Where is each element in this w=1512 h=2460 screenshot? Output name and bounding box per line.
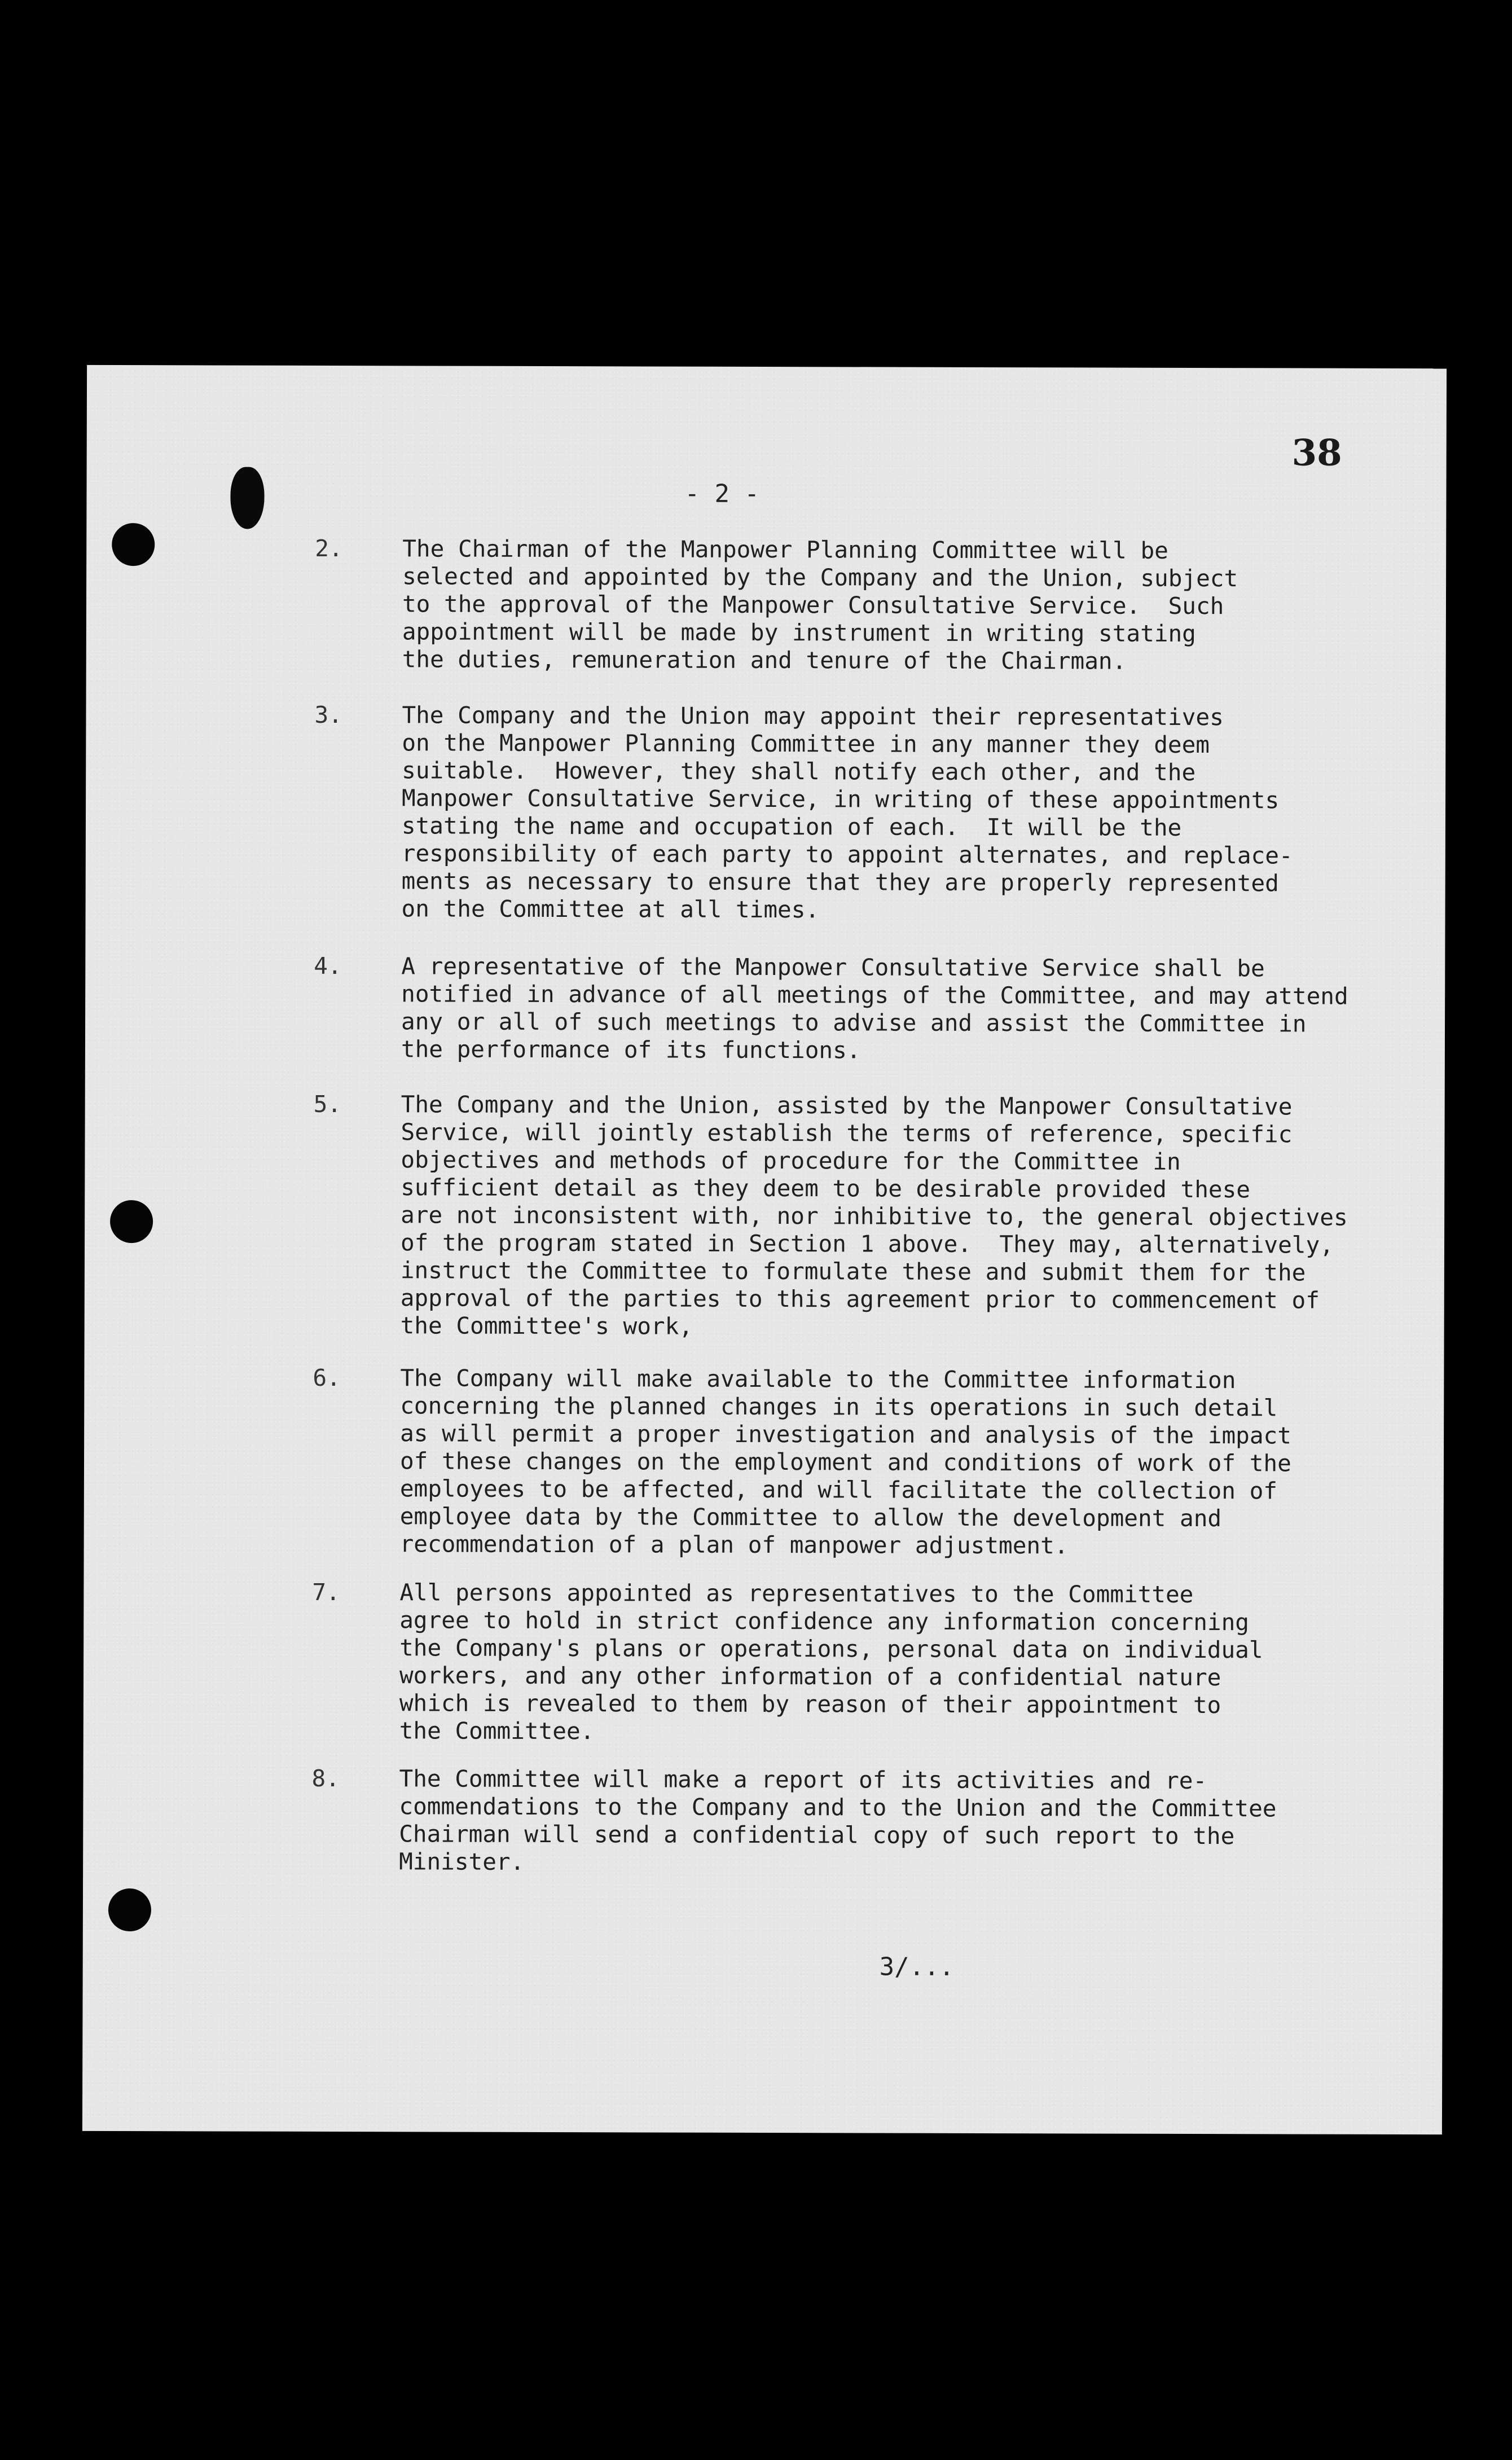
paragraph-line: instruct the Committee to formulate these and submit them for the bbox=[400, 1257, 1306, 1286]
paragraph-number: 8. bbox=[311, 1764, 340, 1793]
paragraph-line: recommendation of a plan of manpower adjustment. bbox=[399, 1530, 1069, 1560]
punch-hole-top bbox=[112, 523, 155, 566]
paragraph-line: agree to hold in strict confidence any information concerning bbox=[399, 1606, 1250, 1636]
paragraph-line: Minister. bbox=[399, 1848, 525, 1875]
paragraph-line: commendations to the Company and to the Union and the Committee bbox=[399, 1793, 1277, 1822]
paragraph-line: on the Committee at all times. bbox=[401, 895, 820, 924]
paragraph-line: of the program stated in Section 1 above. They may, alternatively, bbox=[400, 1229, 1334, 1259]
paragraph-line: the Committee's work, bbox=[400, 1312, 693, 1340]
paragraph-line: The Company and the Union, assisted by the Manpower Consultative bbox=[401, 1091, 1293, 1121]
paragraph-line: notified in advance of all meetings of the Committee, and may attend bbox=[401, 980, 1348, 1010]
paragraph-line: ments as necessary to ensure that they are properly represented bbox=[401, 867, 1279, 897]
paragraph-line: the Committee. bbox=[399, 1717, 595, 1745]
paragraph-line: any or all of such meetings to advise and assist the Committee in bbox=[401, 1008, 1307, 1038]
page-header: - 2 - bbox=[684, 479, 760, 508]
paragraph-line: as will permit a proper investigation and analysis of the impact bbox=[400, 1420, 1291, 1449]
paragraph-line: responsibility of each party to appoint alternates, and replace- bbox=[401, 840, 1293, 869]
paragraph-6 bbox=[313, 1364, 1461, 1561]
paragraph-line: workers, and any other information of a confidential nature bbox=[399, 1662, 1221, 1692]
paragraph-line: The Chairman of the Manpower Planning Committee will be bbox=[402, 535, 1168, 564]
paragraph-line: objectives and methods of procedure for the Committee in bbox=[401, 1146, 1181, 1175]
paragraph-line: Service, will jointly establish the terms of reference, specific bbox=[401, 1118, 1293, 1148]
paragraph-line: sufficient detail as they deem to be desirable provided these bbox=[401, 1174, 1251, 1203]
paragraph-line: the performance of its functions. bbox=[401, 1035, 861, 1064]
paragraph-line: are not inconsistent with, nor inhibitive to, the general objectives bbox=[401, 1201, 1348, 1231]
paragraph-line: employees to be affected, and will facilitate the collection of bbox=[399, 1475, 1278, 1505]
punch-hole-middle bbox=[110, 1200, 153, 1243]
page-number: 38 bbox=[1291, 432, 1342, 475]
paragraph-line: which is revealed to them by reason of their appointment to bbox=[399, 1689, 1221, 1719]
paragraph-line: selected and appointed by the Company and the Union, subject bbox=[402, 563, 1238, 592]
paragraph-4 bbox=[314, 952, 1462, 1066]
paragraph-number: 7. bbox=[312, 1578, 340, 1606]
paragraph-2 bbox=[315, 534, 1463, 676]
paragraph-line: approval of the parties to this agreement prior to commencement of bbox=[400, 1284, 1320, 1314]
paragraph-line: of these changes on the employment and conditions of work of the bbox=[399, 1447, 1291, 1477]
paragraph-line: appointment will be made by instrument in writing stating bbox=[402, 618, 1196, 647]
paragraph-line: to the approval of the Manpower Consultative Service. Such bbox=[402, 590, 1224, 620]
paragraph-5 bbox=[313, 1090, 1462, 1342]
paragraph-line: suitable. However, they shall notify each other, and the bbox=[402, 757, 1196, 786]
paragraph-line: the Company's plans or operations, personal data on individual bbox=[399, 1634, 1263, 1664]
continuation-marker: 3/... bbox=[879, 1952, 955, 1982]
paragraph-line: on the Manpower Planning Committee in any manner they deem bbox=[402, 729, 1210, 759]
paragraph-number: 5. bbox=[313, 1090, 342, 1118]
document-page bbox=[82, 365, 1447, 2134]
paragraph-line: the duties, remuneration and tenure of the Chairman. bbox=[402, 645, 1127, 675]
paragraph-3 bbox=[314, 701, 1463, 925]
paragraph-line: stating the name and occupation of each. It will be the bbox=[401, 812, 1182, 841]
punch-hole-bottom bbox=[108, 1888, 151, 1931]
paragraph-8 bbox=[311, 1764, 1460, 1878]
paragraph-line: The Committee will make a report of its activities and re- bbox=[399, 1765, 1207, 1795]
paragraph-number: 6. bbox=[313, 1364, 341, 1392]
paragraph-line: employee data by the Committee to allow the development and bbox=[399, 1503, 1222, 1532]
paragraph-line: All persons appointed as representatives to the Committee bbox=[399, 1579, 1194, 1608]
paragraph-number: 2. bbox=[315, 534, 343, 563]
paragraph-number: 4. bbox=[314, 952, 342, 980]
paragraph-line: The Company will make available to the Committee information bbox=[400, 1364, 1236, 1394]
paragraph-7 bbox=[312, 1578, 1461, 1747]
paragraph-line: Manpower Consultative Service, in writing of these appointments bbox=[402, 784, 1280, 814]
paragraph-line: Chairman will send a confidential copy of such report to the bbox=[399, 1820, 1235, 1850]
paragraph-line: A representative of the Manpower Consultative Service shall be bbox=[401, 952, 1265, 982]
paragraph-line: The Company and the Union may appoint their representatives bbox=[402, 701, 1224, 731]
paragraph-number: 3. bbox=[314, 701, 342, 729]
paragraph-line: concerning the planned changes in its operations in such detail bbox=[400, 1392, 1278, 1422]
ink-blot-mark bbox=[230, 467, 264, 529]
